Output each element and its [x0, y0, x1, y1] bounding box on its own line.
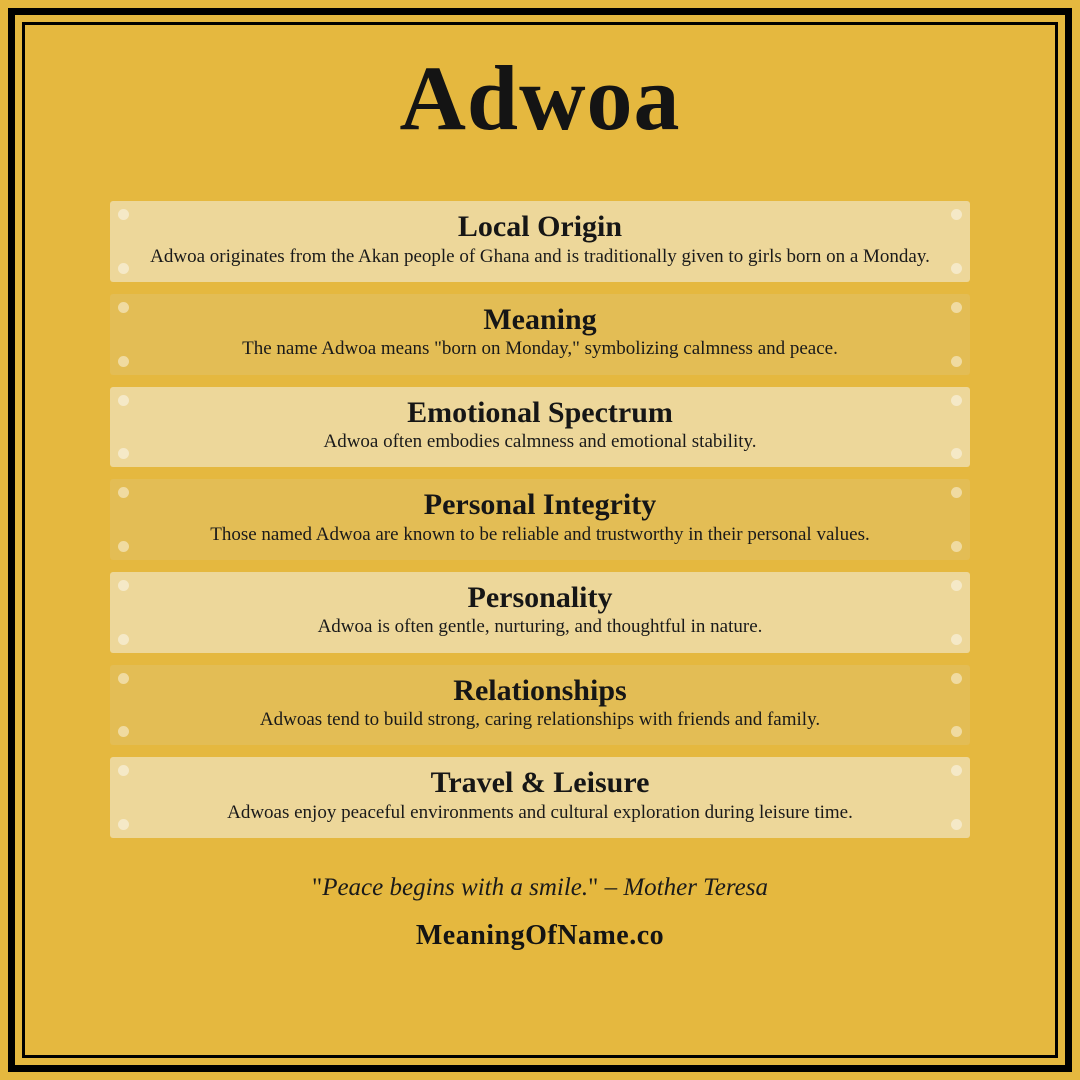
info-card	[110, 665, 970, 746]
corner-dot-icon	[118, 541, 129, 552]
corner-dot-icon	[118, 765, 129, 776]
corner-dot-icon	[951, 302, 962, 313]
corner-dot-icon	[118, 580, 129, 591]
info-card	[110, 757, 970, 838]
corner-dot-icon	[951, 448, 962, 459]
corner-dot-icon	[118, 487, 129, 498]
corner-dot-icon	[118, 302, 129, 313]
poster-footer	[28, 874, 1052, 952]
corner-dot-icon	[951, 487, 962, 498]
info-card-body: Those named Adwoa are known to be reliable and trustworthy in their personal values.	[210, 523, 870, 545]
corner-dot-icon	[951, 726, 962, 737]
corner-dot-icon	[951, 580, 962, 591]
quote-attribution: – Mother Teresa	[604, 873, 769, 901]
corner-dot-icon	[951, 765, 962, 776]
info-card-list	[28, 201, 1052, 850]
info-card	[110, 572, 970, 653]
corner-dot-icon	[951, 634, 962, 645]
info-card-body: Adwoa often embodies calmness and emotional stability.	[323, 431, 757, 453]
corner-dot-icon	[118, 448, 129, 459]
quote-line	[28, 874, 1052, 902]
corner-dot-icon	[951, 395, 962, 406]
info-card-heading: Meaning	[483, 302, 597, 336]
info-card-heading: Relationships	[453, 673, 627, 707]
corner-dot-icon	[951, 209, 962, 220]
page-title: Adwoa	[399, 47, 681, 149]
corner-dot-icon	[951, 819, 962, 830]
info-card-heading: Local Origin	[457, 210, 623, 244]
info-card	[110, 201, 970, 282]
info-card-body: Adwoas tend to build strong, caring relationships with friends and family.	[259, 709, 821, 731]
corner-dot-icon	[118, 673, 129, 684]
corner-dot-icon	[118, 209, 129, 220]
quote-text: Peace begins with a smile.	[322, 873, 589, 901]
corner-dot-icon	[118, 356, 129, 367]
info-card-body: The name Adwoa means "born on Monday," symbolizing calmness and peace.	[242, 338, 838, 360]
corner-dot-icon	[951, 541, 962, 552]
info-card-body: Adwoas enjoy peaceful environments and cultural exploration during leisure time.	[227, 801, 853, 823]
corner-dot-icon	[118, 395, 129, 406]
info-card-heading: Personality	[467, 580, 613, 614]
corner-dot-icon	[951, 673, 962, 684]
info-card-body: Adwoa originates from the Akan people of Ghana and is traditionally given to girls born on a Monday.	[150, 245, 930, 267]
corner-dot-icon	[118, 726, 129, 737]
corner-dot-icon	[951, 356, 962, 367]
info-card	[110, 294, 970, 375]
poster-content	[28, 28, 1052, 1052]
info-card	[110, 387, 970, 468]
quote-close-mark: "	[588, 873, 599, 901]
quote-open-mark: "	[311, 873, 323, 901]
corner-dot-icon	[118, 634, 129, 645]
corner-dot-icon	[951, 263, 962, 274]
info-card-heading: Emotional Spectrum	[407, 395, 673, 429]
corner-dot-icon	[118, 819, 129, 830]
info-card-body: Adwoa is often gentle, nurturing, and thoughtful in nature.	[317, 616, 763, 638]
info-card-heading: Personal Integrity	[423, 488, 657, 522]
info-card-heading: Travel & Leisure	[430, 766, 650, 800]
site-name: MeaningOfName.co	[415, 919, 665, 951]
corner-dot-icon	[118, 263, 129, 274]
info-card	[110, 479, 970, 560]
